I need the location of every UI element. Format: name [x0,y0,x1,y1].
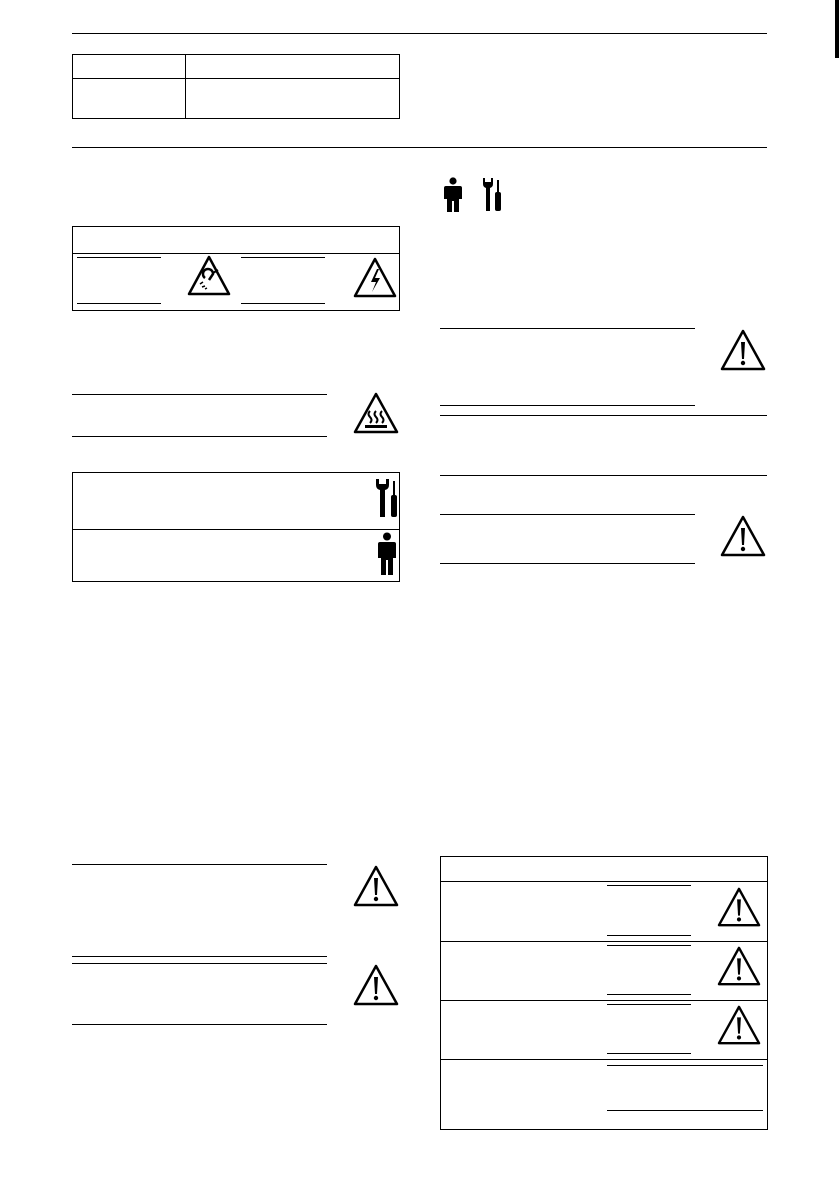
section-rule [72,147,767,148]
personnel-table [72,472,400,582]
tools-icon [481,177,503,213]
magnetic-field-warning-icon [186,254,232,298]
hazard-symbols-table [72,226,400,311]
warning-block-1-rule-bottom [72,956,327,957]
warning-block-1-rule-top [72,864,327,865]
general-warning-icon [716,945,762,988]
tools-icon [373,477,399,519]
hot-surface-rule-top [72,394,327,395]
general-warning-icon [719,514,767,559]
right-warning-1-rule-top [440,328,695,329]
electric-shock-warning-icon [352,256,398,300]
warning-block-2-rule-top [72,963,327,964]
right-warning-2-rule-bottom [440,563,695,564]
general-warning-icon [716,1004,762,1047]
general-warning-icon [352,864,400,909]
hot-surface-warning-icon [352,391,400,436]
person-icon [377,532,397,576]
right-warning-1-rule-bottom [440,405,695,406]
hot-surface-rule-bottom [72,436,327,437]
person-icon [443,177,463,213]
general-warning-icon [352,963,400,1008]
right-rule-a [440,415,767,416]
general-warning-icon [716,886,762,929]
right-warning-2-rule-top [440,514,695,515]
page-edge-marker [835,0,839,58]
header-info-table [72,54,400,119]
header-rule [72,33,767,34]
right-rule-b [440,475,767,476]
warning-block-2-rule-bottom [72,1024,327,1025]
general-warning-icon [719,328,767,373]
